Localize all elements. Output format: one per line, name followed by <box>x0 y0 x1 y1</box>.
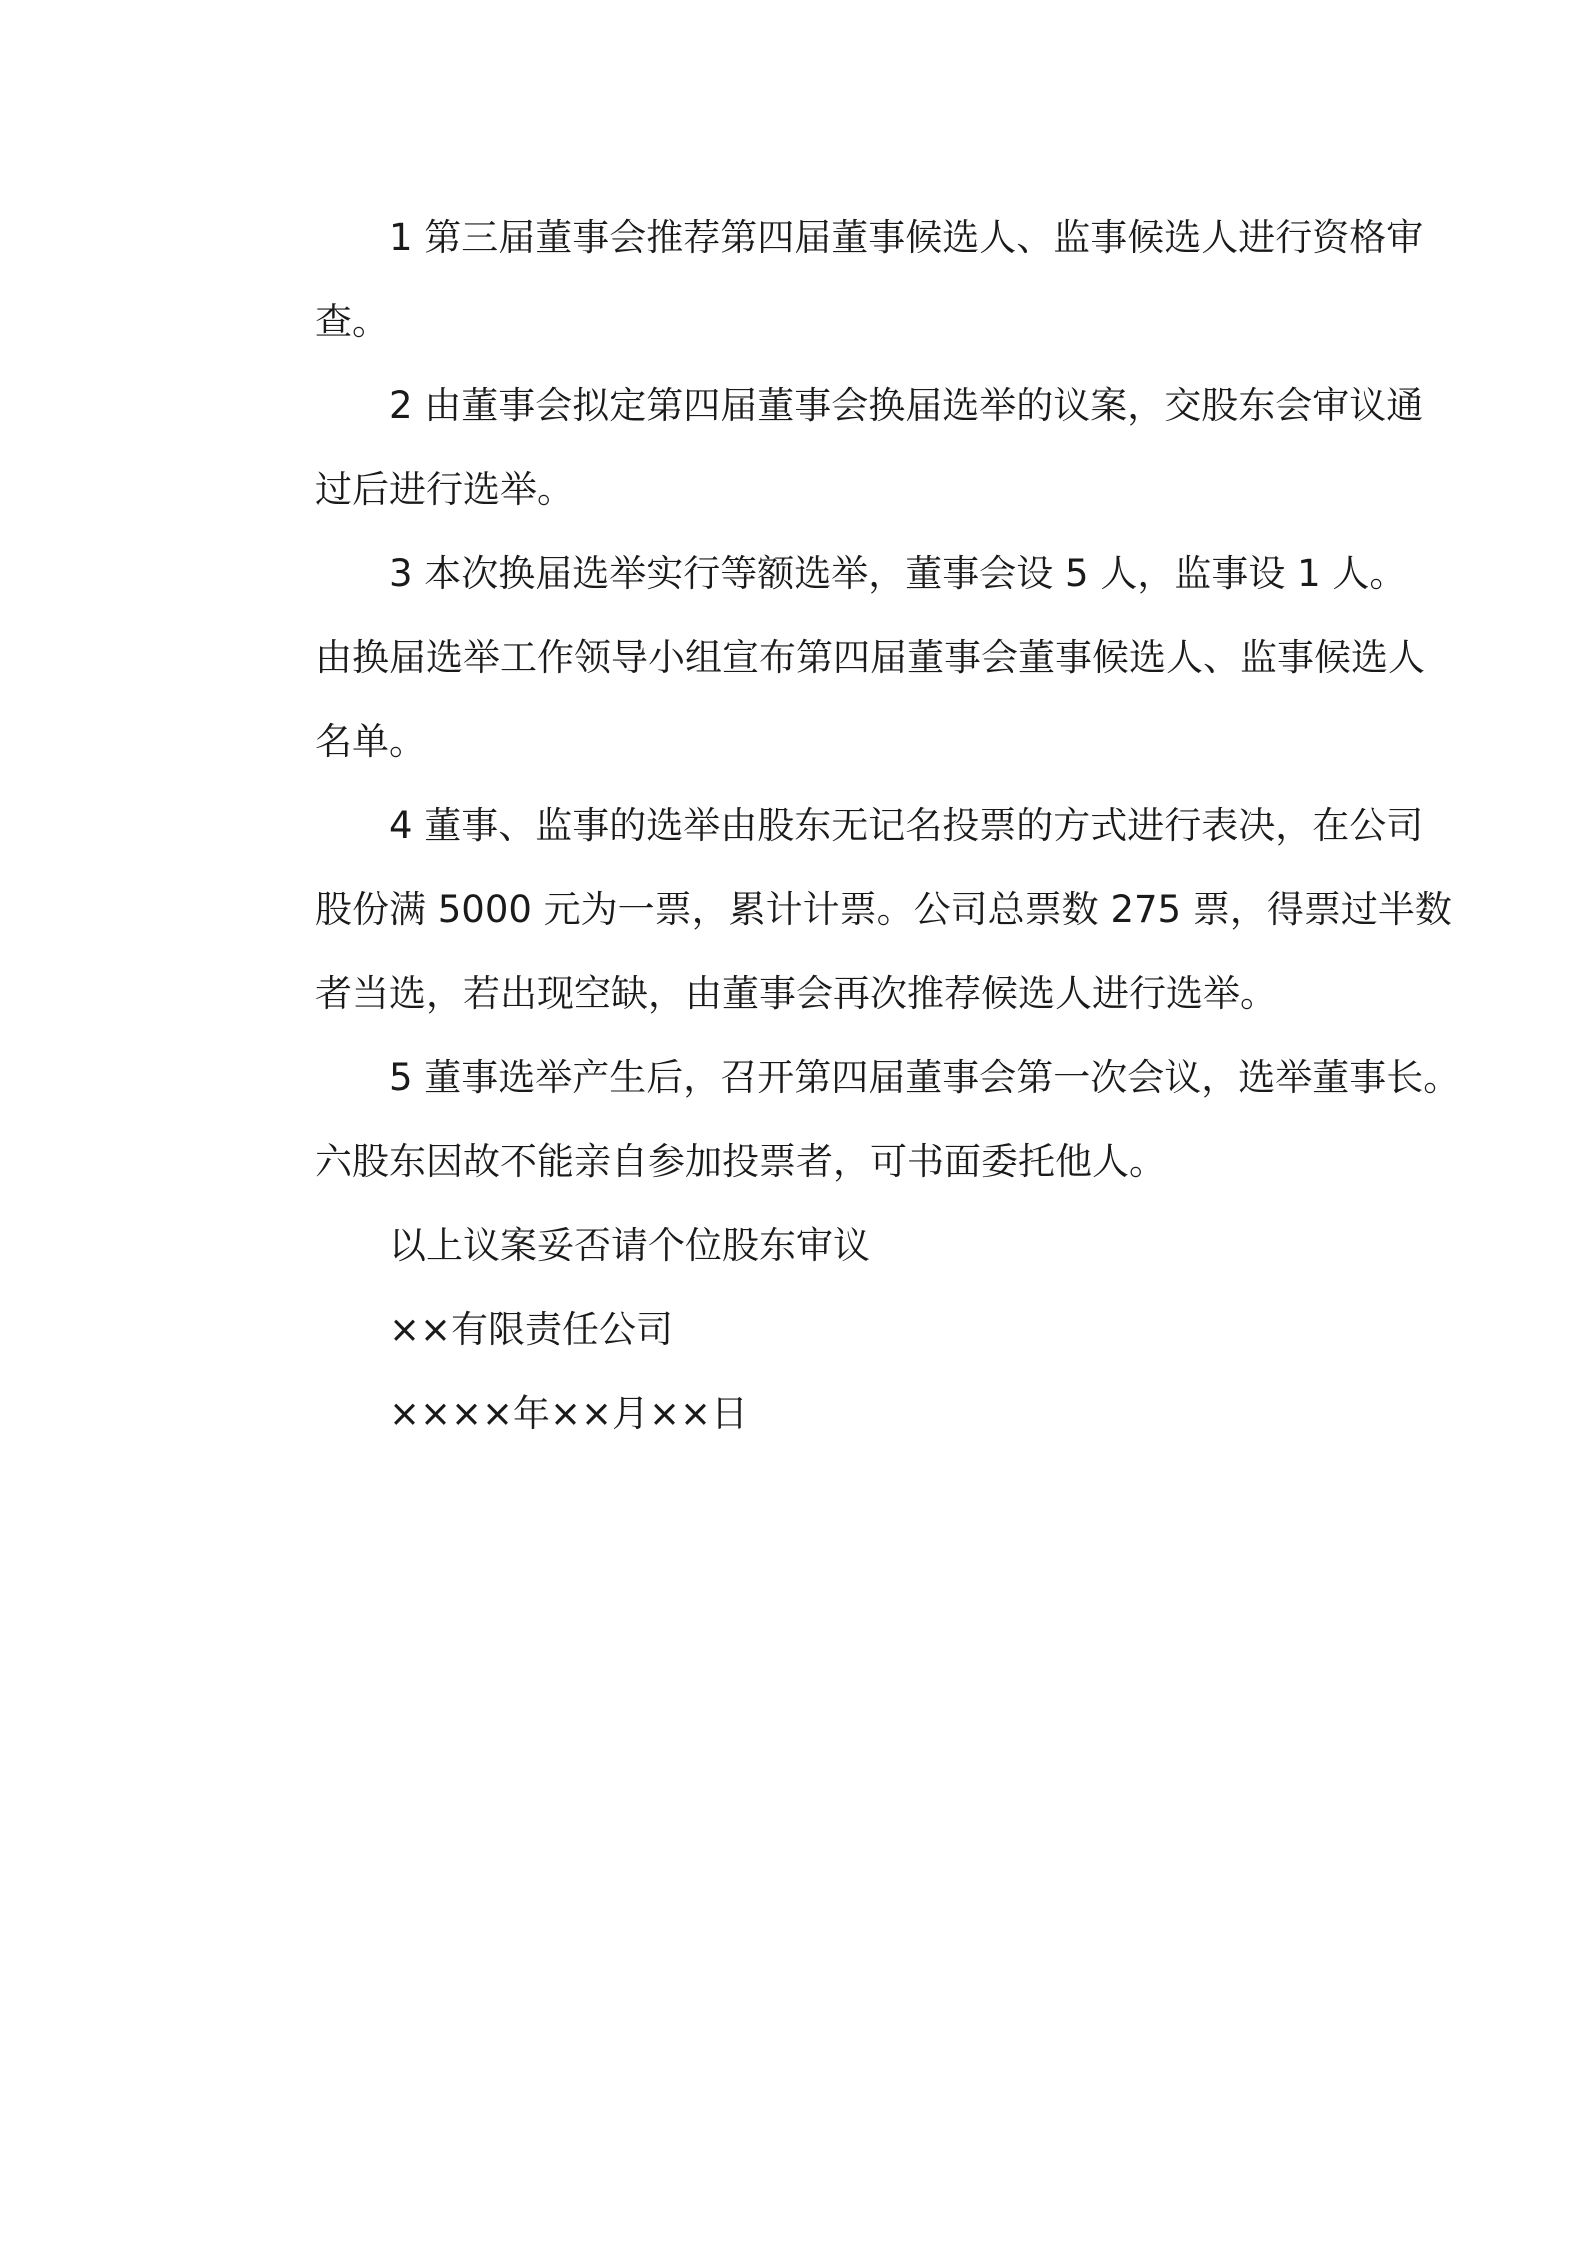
signature-company <box>241 1288 1346 1372</box>
item-1-line-2: 查。 <box>315 300 389 343</box>
item-4-line-1: 4 董事、监事的选举由股东无记名投票的方式进行表决，在公司 <box>389 804 1424 847</box>
item-2-line-1: 2 由董事会拟定第四届董事会换届选举的议案，交股东会审议通 <box>389 384 1424 427</box>
closing-text: 以上议案妥否请个位股东审议 <box>389 1224 870 1267</box>
item-3-line-3: 名单。 <box>315 720 426 763</box>
signature-date <box>241 1372 1346 1456</box>
item-4 <box>241 784 1452 1036</box>
company-name: ××有限责任公司 <box>389 1308 674 1351</box>
item-2-line-2: 过后进行选举。 <box>315 468 574 511</box>
item-1-line-1: 1 第三届董事会推荐第四届董事候选人、监事候选人进行资格审 <box>389 216 1424 259</box>
item-5 <box>241 1036 1461 1204</box>
item-3 <box>241 532 1425 784</box>
document-body <box>241 196 1461 1456</box>
item-4-line-2: 股份满 5000 元为一票，累计计票。公司总票数 275 票，得票过半数 <box>315 888 1452 931</box>
document-date: ××××年××月××日 <box>389 1392 749 1435</box>
item-5-line-1: 5 董事选举产生后，召开第四届董事会第一次会议，选举董事长。 <box>389 1056 1461 1099</box>
item-5-line-2: 六股东因故不能亲自参加投票者，可书面委托他人。 <box>315 1140 1166 1183</box>
item-3-line-2: 由换届选举工作领导小组宣布第四届董事会董事候选人、监事候选人 <box>315 636 1425 679</box>
item-3-line-1: 3 本次换届选举实行等额选举，董事会设 5 人，监事设 1 人。 <box>389 552 1407 595</box>
item-4-line-3: 者当选，若出现空缺，由董事会再次推荐候选人进行选举。 <box>315 972 1277 1015</box>
closing-statement <box>241 1204 1346 1288</box>
item-1 <box>241 196 1424 364</box>
item-2 <box>241 364 1424 532</box>
